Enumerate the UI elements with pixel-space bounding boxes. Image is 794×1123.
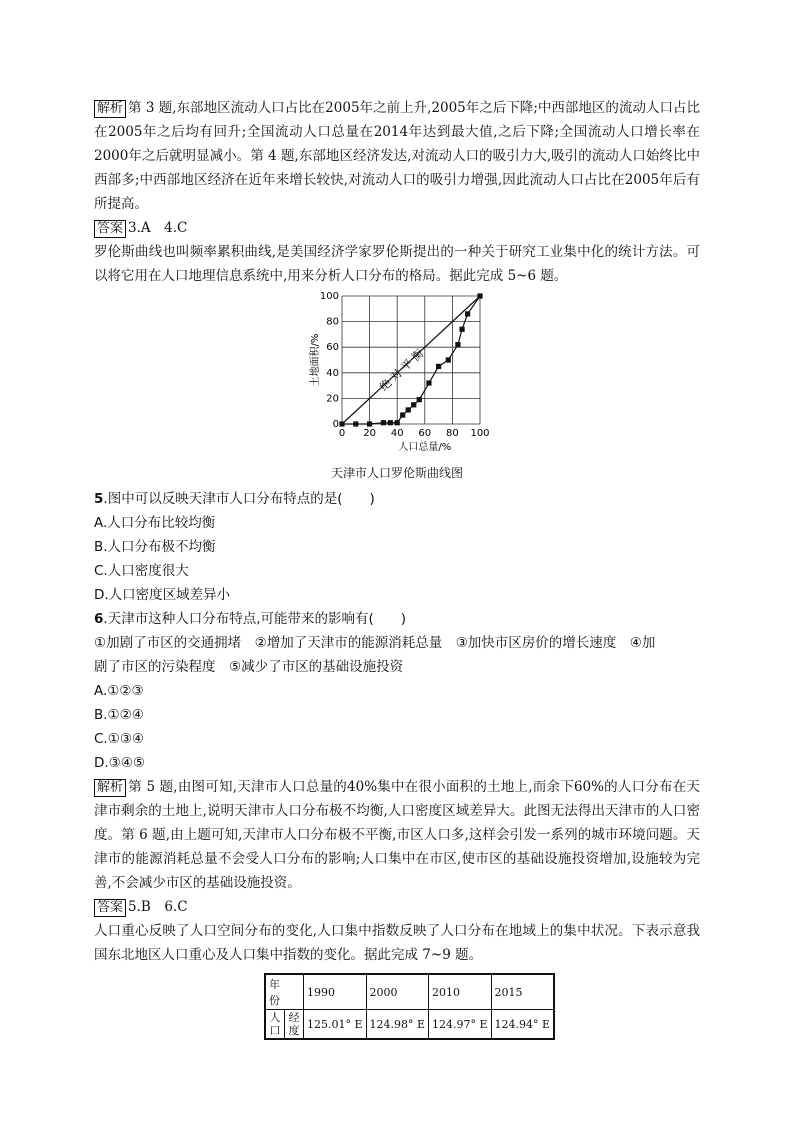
table-year: 2015 bbox=[491, 974, 554, 1010]
lorenz-chart-figure bbox=[94, 292, 700, 462]
chart-caption: 天津市人口罗伦斯曲线图 bbox=[330, 466, 463, 480]
table-cell: 125.01° E bbox=[304, 1010, 367, 1040]
question-6-stem bbox=[94, 607, 700, 631]
lorenz-curve-point bbox=[395, 420, 400, 425]
lorenz-curve-point bbox=[417, 397, 422, 402]
y-axis-label: 土地面积/% bbox=[310, 333, 321, 387]
question-6-text: .天津市这种人口分布特点,可能带来的影响有( ) bbox=[103, 611, 407, 627]
analysis-3-4 bbox=[94, 96, 700, 216]
question-6-option-d: D.③④⑤ bbox=[94, 755, 145, 771]
y-tick-label: 40 bbox=[326, 367, 339, 379]
lorenz-curve-point bbox=[436, 364, 441, 369]
lorenz-curve-point bbox=[367, 421, 372, 426]
x-tick-label: 60 bbox=[418, 428, 432, 439]
lorenz-curve-point bbox=[477, 293, 482, 298]
y-tick-label: 60 bbox=[326, 342, 339, 354]
question-5-text: .图中可以反映天津市人口分布特点的是( ) bbox=[103, 491, 375, 507]
question-6-number: 6 bbox=[94, 611, 104, 627]
table-year: 2000 bbox=[366, 974, 429, 1010]
equality-line bbox=[342, 296, 480, 424]
y-tick-label: 100 bbox=[319, 292, 339, 302]
question-5-stem bbox=[94, 487, 700, 511]
chart-lines bbox=[342, 296, 480, 424]
lorenz-curve-point bbox=[426, 380, 431, 385]
table-cell: 124.94° E bbox=[491, 1010, 554, 1040]
intro-5-6: 罗伦斯曲线也叫频率累积曲线,是美国经济学家罗伦斯提出的一种关于研究工业集中化的统计方法。可以将它用在人口地理信息系统中,用来分析人口分布的格局。据此完成 5~6 题。 bbox=[94, 244, 700, 284]
analysis-tag: 解析 bbox=[94, 779, 126, 797]
analysis-tag: 解析 bbox=[94, 100, 126, 118]
y-tick-label: 0 bbox=[332, 419, 339, 430]
x-tick-label: 100 bbox=[470, 428, 490, 439]
table-row-label-inner: 经度 bbox=[285, 1010, 304, 1040]
population-center-table bbox=[264, 973, 555, 1040]
lorenz-curve-point bbox=[465, 311, 470, 316]
lorenz-curve-point bbox=[388, 420, 393, 425]
question-6-option-a: A.①②③ bbox=[94, 683, 144, 699]
question-6-option-b: B.①②④ bbox=[94, 707, 144, 723]
lorenz-curve-point bbox=[411, 402, 416, 407]
lorenz-curve-point bbox=[455, 342, 460, 347]
question-5-option-b: B.人口分布极不均衡 bbox=[94, 539, 216, 555]
x-tick-label: 40 bbox=[390, 428, 404, 439]
table-year: 2010 bbox=[429, 974, 492, 1010]
question-5-option-c: C.人口密度很大 bbox=[94, 563, 189, 579]
document-page bbox=[94, 96, 700, 1040]
answer-3-4 bbox=[94, 216, 700, 240]
question-6-items-line2: 剧了市区的污染程度 ⑤减少了市区的基础设施投资 bbox=[94, 659, 404, 675]
question-5-option-d: D.人口密度区域差异小 bbox=[94, 587, 231, 603]
table-cell: 124.98° E bbox=[366, 1010, 429, 1040]
table-header-label: 年 份 bbox=[265, 974, 304, 1010]
question-6-option-c: C.①③④ bbox=[94, 731, 145, 747]
question-6-items-line1: ①加剧了市区的交通拥堵 ②增加了天津市的能源消耗总量 ③加快市区房价的增长速度 ④加 bbox=[94, 635, 656, 651]
answer-text: 5.B 6.C bbox=[128, 899, 188, 915]
x-axis-label: 人口总量/% bbox=[398, 442, 452, 453]
lorenz-curve-point bbox=[459, 327, 464, 332]
question-5-number: 5 bbox=[94, 491, 104, 507]
lorenz-curve-point bbox=[400, 412, 405, 417]
analysis-5-6 bbox=[94, 775, 700, 895]
y-tick-label: 80 bbox=[326, 316, 339, 328]
answer-5-6 bbox=[94, 895, 700, 919]
x-tick-label: 80 bbox=[446, 428, 459, 439]
question-5-option-a: A.人口分布比较均衡 bbox=[94, 515, 216, 531]
analysis-text: 第 5 题,由图可知,天津市人口总量的40%集中在很小面积的土地上,而余下60%的人口分布在天津市剩余的土地上,说明天津市人口分布极不均衡,人口密度区域差异大。此图无法得出天津市的人口密度。第 6 题,由上题可知,天津市人口分布极不平衡,市区人口多,这样会引发一系列的城市环境问题。天津市的能源消耗总量不会受人口分布的影响;人口集中在市区,使市区的基础设施投资增加,设施较为完善,不会减少市区的基础设施投资。 bbox=[94, 779, 700, 891]
x-tick-label: 0 bbox=[338, 428, 346, 439]
answer-text: 3.A 4.C bbox=[128, 220, 188, 236]
table-row-label-outer: 人口 bbox=[265, 1010, 285, 1040]
x-tick-label: 20 bbox=[363, 428, 376, 439]
lorenz-curve-point bbox=[381, 420, 386, 425]
intro-7-9: 人口重心反映了人口空间分布的变化,人口集中指数反映了人口分布在地域上的集中状况。下表示意我国东北地区人口重心及人口集中指数的变化。据此完成 7~9 题。 bbox=[94, 923, 700, 963]
lorenz-curve-point bbox=[406, 407, 411, 412]
analysis-text: 第 3 题,东部地区流动人口占比在2005年之前上升,2005年之后下降;中西部地区的流动人口占比在2005年之后均有回升;全国流动人口总量在2014年达到最大值,之后下降;全国流动人口增长率在2000年之后就明显减小。第 4 题,东部地区经济发达,对流动人口的吸引力大,吸引的流动人口始终比中西部多;中西部地区经济在近年来增长较快,对流动人口的吸引力增强,因此流动人口占比在2005年后有所提高。 bbox=[94, 100, 700, 212]
answer-tag: 答案 bbox=[94, 899, 126, 917]
lorenz-curve-point bbox=[446, 357, 451, 362]
lorenz-curve-point bbox=[339, 421, 344, 426]
table-row bbox=[265, 1010, 554, 1040]
lorenz-chart bbox=[94, 292, 700, 462]
answer-tag: 答案 bbox=[94, 220, 126, 238]
table-header-row bbox=[265, 974, 554, 1010]
lorenz-curve-point bbox=[353, 421, 358, 426]
equality-annotation: 绝 对 平 衡 bbox=[377, 346, 427, 394]
table-year: 1990 bbox=[304, 974, 367, 1010]
table-cell: 124.97° E bbox=[429, 1010, 492, 1040]
y-tick-label: 20 bbox=[326, 393, 339, 405]
